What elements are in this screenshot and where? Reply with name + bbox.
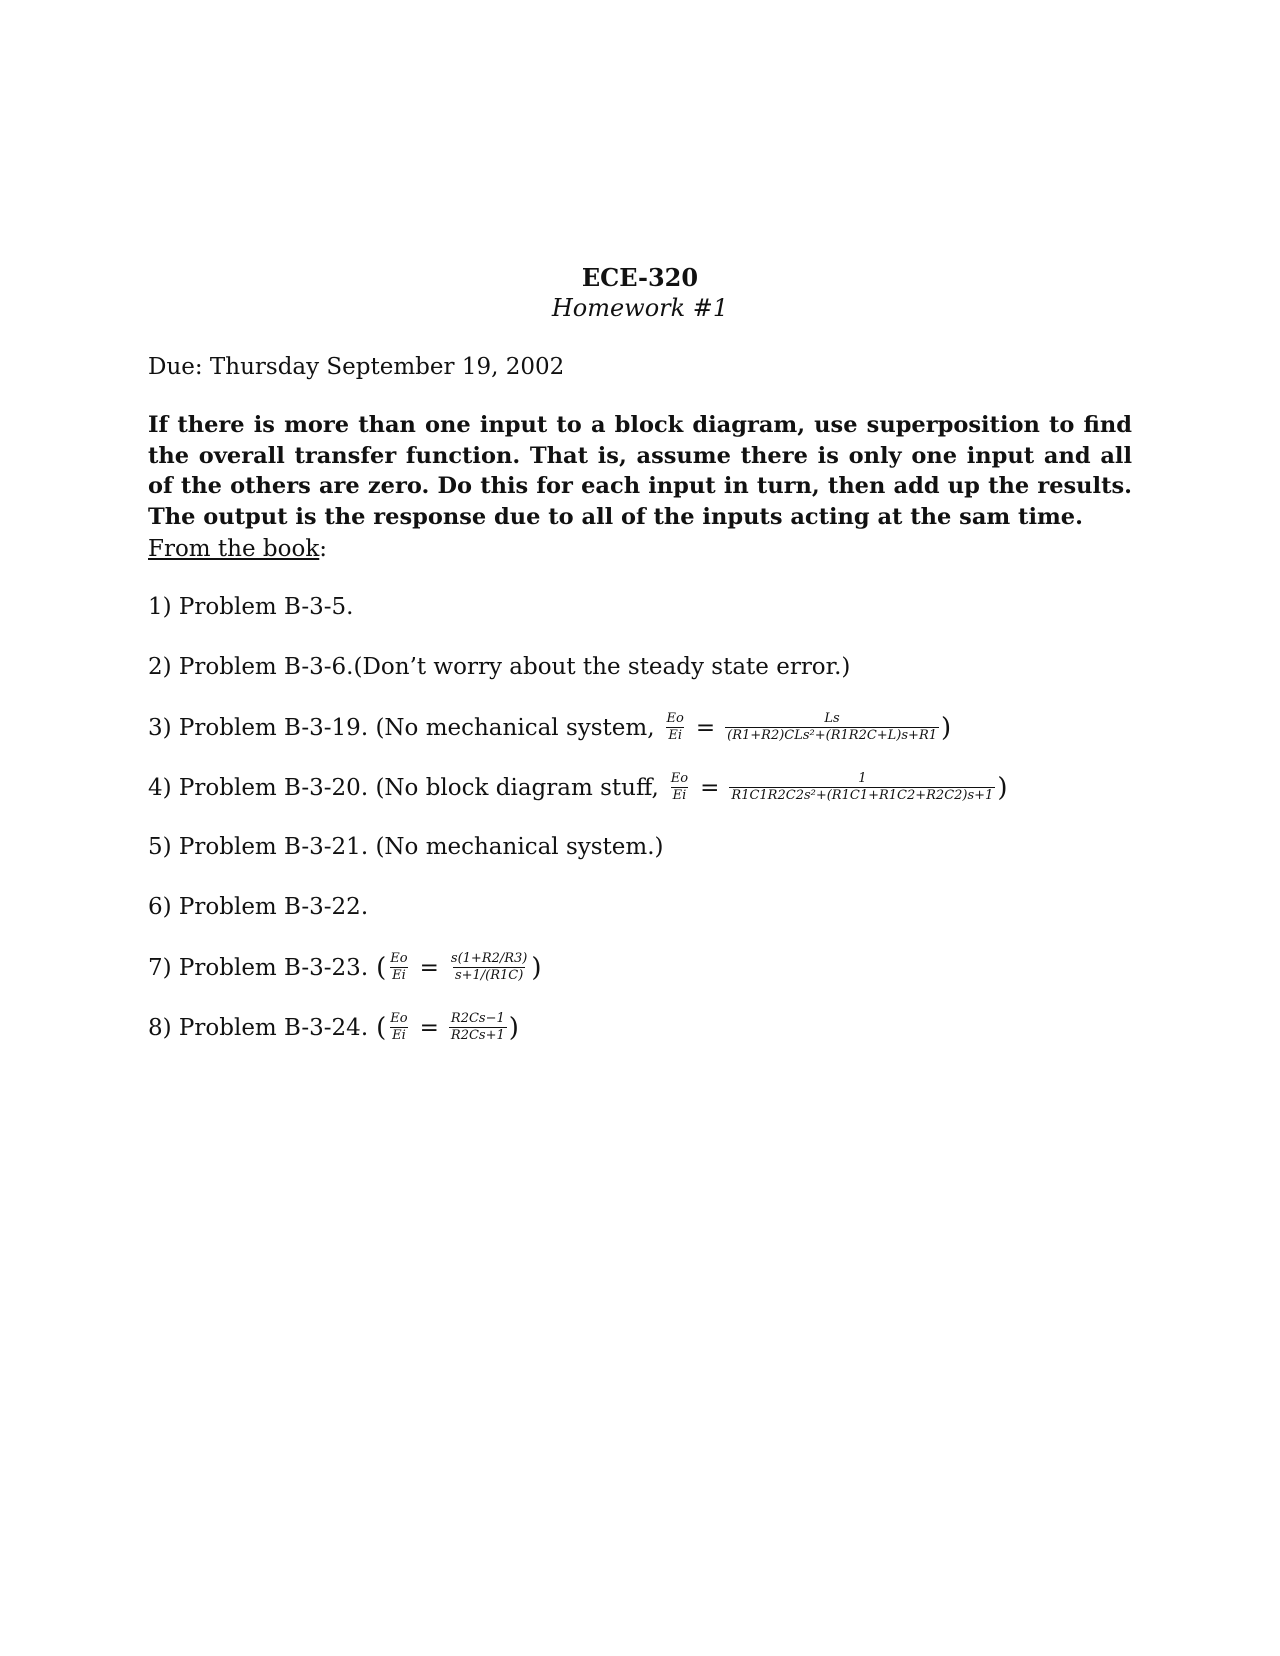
due-date: Due: Thursday September 19, 2002 — [148, 354, 565, 380]
problem-1 — [148, 592, 354, 622]
problem-7-rhs-num: s(1+R2/R3) — [450, 951, 528, 966]
problem-4-rhs-den: R1C1R2C2s²+(R1C1+R1C2+R2C2)s+1 — [731, 788, 994, 803]
problem-3-text: 3) Problem B-3-19. (No mechanical system, — [148, 714, 655, 741]
problem-7-open-paren: ( — [376, 952, 387, 983]
problem-3-equals: = — [695, 714, 716, 741]
problem-8-open-paren: ( — [376, 1012, 387, 1043]
problem-3-rhs-fraction — [725, 712, 939, 743]
problem-6 — [148, 892, 368, 922]
instructions-paragraph: If there is more than one input to a block diagram, use superposition to find the overall transfer function. That is, assume there is only one input and all of the others are zero. Do this for each input in turn, then add up the results. The output is the response due to all of the inputs acting at the sam time. — [148, 412, 1132, 530]
assignment-subtitle: Homework #1 — [551, 294, 729, 322]
problem-4 — [148, 772, 1008, 803]
problem-8-text: 8) Problem B-3-24. — [148, 1014, 369, 1041]
source-suffix: : — [319, 536, 328, 562]
problem-8-lhs-num: Eo — [390, 1011, 408, 1026]
problem-8-rhs-den: R2Cs+1 — [450, 1028, 505, 1043]
problem-3-rhs-num: Ls — [824, 711, 840, 726]
problem-7-lhs-fraction — [388, 952, 409, 983]
problem-3-lhs-fraction — [665, 712, 686, 743]
problem-8-close-paren: ) — [508, 1012, 519, 1043]
problem-4-lhs-num: Eo — [670, 771, 689, 786]
course-title: ECE-320 — [581, 263, 699, 292]
problem-5 — [148, 832, 664, 862]
source-line — [148, 534, 327, 564]
problem-2 — [148, 652, 850, 682]
problem-7-equals: = — [419, 954, 439, 981]
problem-4-text: 4) Problem B-3-20. (No block diagram stuff, — [148, 774, 659, 801]
problem-4-rhs-fraction — [729, 772, 995, 803]
problem-4-equals: = — [700, 774, 720, 801]
problem-7-lhs-den: Ei — [392, 968, 406, 983]
source-label: From the book — [148, 536, 320, 562]
problem-8-lhs-fraction — [388, 1012, 409, 1043]
problem-8-rhs-num: R2Cs−1 — [450, 1011, 505, 1026]
problem-3-lhs-num: Eo — [666, 711, 684, 726]
problem-4-rhs-num: 1 — [858, 771, 867, 786]
problem-7-rhs-den: s+1/(R1C) — [454, 968, 524, 983]
problem-7 — [148, 952, 542, 983]
problem-4-lhs-den: Ei — [672, 788, 687, 803]
problem-8-rhs-fraction — [449, 1012, 507, 1043]
problem-4-close-paren: ) — [997, 772, 1008, 803]
problem-7-text: 7) Problem B-3-23. — [148, 954, 369, 981]
problem-1-text: 1) Problem B-3-5. — [148, 594, 354, 620]
problem-8 — [148, 1012, 519, 1043]
problem-3-close-paren: ) — [941, 712, 952, 743]
problem-8-equals: = — [419, 1014, 439, 1041]
problem-4-lhs-fraction — [669, 772, 690, 803]
problem-3 — [148, 712, 951, 743]
problem-5-text: 5) Problem B-3-21. (No mechanical system.) — [148, 834, 664, 860]
problem-2-text: 2) Problem B-3-6.(Don’t worry about the steady state error.) — [148, 654, 851, 680]
problem-7-lhs-num: Eo — [390, 951, 408, 966]
problem-3-rhs-den: (R1+R2)CLs²+(R1R2C+L)s+R1 — [727, 728, 938, 743]
problem-8-lhs-den: Ei — [392, 1028, 406, 1043]
problem-3-lhs-den: Ei — [668, 728, 683, 743]
problem-7-close-paren: ) — [531, 952, 542, 983]
problem-7-rhs-fraction — [449, 952, 529, 983]
problem-6-text: 6) Problem B-3-22. — [148, 894, 369, 920]
